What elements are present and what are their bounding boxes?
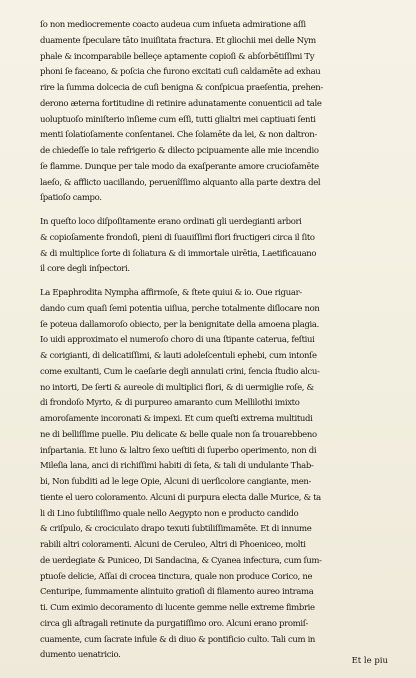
text-line: di frondoſo Myrto, & di purpureo amaranto cum Mellilothi imixto	[40, 398, 300, 409]
text-line: ti. Cum eximio decoramento di lucente gemme nelle extreme fimbrie	[40, 603, 315, 613]
text-line: ptuoſe delicie, Aſſai di crocea tinctura, quale non produce Corico, ne	[40, 571, 313, 582]
text-line: li di Lino ſubtiliſſimo quale nello Aegypto non e producto candido	[40, 508, 299, 519]
text-line: & criſpulo, & crociculato drapo texuti ſubtiliſſimamēte. Et di innume	[40, 524, 312, 535]
text-line: & copioſamente frondoſi, pieni di ſuauiſſimi flori fructigeri circa il ſito	[40, 232, 315, 243]
text-line: duamente ſpeculare tāto inuiſitata fractura. Et gliochii mei delle Nym	[40, 35, 316, 46]
text-line: inſpartania. Et luno & laltro ſexo ueſtiti di ſuperbo operimento, non di	[40, 445, 317, 456]
text-line: dando cum quaſi ſemi potentia uiſiua, perche totalmente diſlocare non	[40, 303, 320, 314]
text-line: phoni ſe faceano, & poſcia che furono excitati cuſi caldamēte ad exhau	[40, 67, 321, 78]
catchword: Et le piu	[351, 656, 388, 666]
text-line: derono æterna fortitudine di retinire adunatamente conuenticii ad tale	[40, 98, 322, 109]
paragraph	[40, 215, 392, 278]
paragraph	[40, 286, 392, 664]
text-line: cuamente, cum ſacrate infule & di diuo & pontificio culto. Tali cum in	[40, 634, 316, 645]
text-line: il core degli inſpectori.	[40, 264, 130, 275]
text-line: uoluptuoſo miniſterio inſieme cum eſſi, tutti glialtri mei captiuati ſenti	[40, 114, 316, 125]
paragraph-gap	[40, 278, 392, 286]
text-line: come exultanti, Cum le caeſarie degli annulati crini, ſencia ſtudio alcu-	[40, 366, 320, 377]
text-line: La Epaphrodita Nympha affirmoſe, & ſtete quiui & io. Oue riguar-	[40, 288, 302, 298]
text-line: ne di belliſſime puelle. Piu delicate & belle quale non ſa trouarebbeno	[40, 429, 317, 440]
text-line: dumento uenatricio.	[40, 650, 121, 661]
text-line: Centuripe, ſummamente alintuito gratioſi di filamento aureo intrama	[40, 587, 314, 598]
text-line: menti ſolatioſamente conſentanei. Che ſolamēte da lei, & non daltron-	[40, 130, 317, 141]
paragraph-gap	[40, 207, 392, 215]
text-line: laeſo, & afflicto uacillando, peruenîſſimo alquanto alla parte dextra del	[40, 177, 321, 188]
main-text	[40, 18, 392, 664]
text-line: de uerdegiate & Puniceo, Di Sandacina, & Cyanea infectura, cum ſum-	[40, 555, 322, 566]
text-line: & corigianti, di delicatiſſimi, & lauti adoleſcentuli ephebi, cum intonſe	[40, 351, 317, 361]
text-line: de chiedeſſe io tale refrigerio & dilecto pcipuamente alle mie incendio	[40, 146, 319, 156]
text-line: phale & incomparabile belleçe aptamente copioſi & abſorbētiſſimi Ty	[40, 51, 315, 62]
text-line: & di multiplice ſorte di ſoliatura & di immortale uirētia, Laetificauano	[40, 248, 317, 259]
paragraph	[40, 18, 392, 207]
text-line: no intorti, De ſerti & aureole di multiplici flori, & di uermiglie roſe, &	[40, 382, 314, 393]
text-line: ſe flamme. Dunque per tale modo da exaſperante amore cruciofamēte	[40, 161, 319, 172]
text-line: Mileſia lana, anci di richiſſimi habiti di ſeta, & tali di undulante Thab-	[40, 461, 314, 472]
text-line: ſe poteua dallamoroſo obiecto, per la benignitate della amoena plagia.	[40, 319, 319, 330]
text-line: In queſto loco diſpoſitamente erano ordinati gli uerdegianti arbori	[40, 217, 302, 227]
text-line: ſpatioſo campo.	[40, 193, 102, 204]
text-line: Io uidi approximato el numeroſo choro di una ſtipante caterua, feſtiui	[40, 335, 315, 346]
text-line: bi, Non ſubditi ad le lege Opie, Alcuni di uerſicolore cangiante, men-	[40, 477, 312, 487]
text-line: amoroſamente incoronati & impexi. Et cum queſti extrema multitudi	[40, 414, 313, 424]
text-line: rire la ſumma dolcecia de cuſi benigna & conſpicua praeſentia, prehen-	[40, 83, 323, 93]
text-line: ſo non mediocremente coacto audeua cum inſueta admiratione aſſi	[40, 20, 306, 30]
text-line: tiente el uero coloramento. Alcuni di purpura electa dalle Murice, & ta	[40, 492, 321, 503]
text-line: rabili altri coloramenti. Alcuni de Ceruleo, Altri di Phoeniceo, molti	[40, 540, 306, 550]
text-line: circa gli aſtragali retinute da purgatiſſimo oro. Alcuni erano promiſ-	[40, 618, 309, 629]
